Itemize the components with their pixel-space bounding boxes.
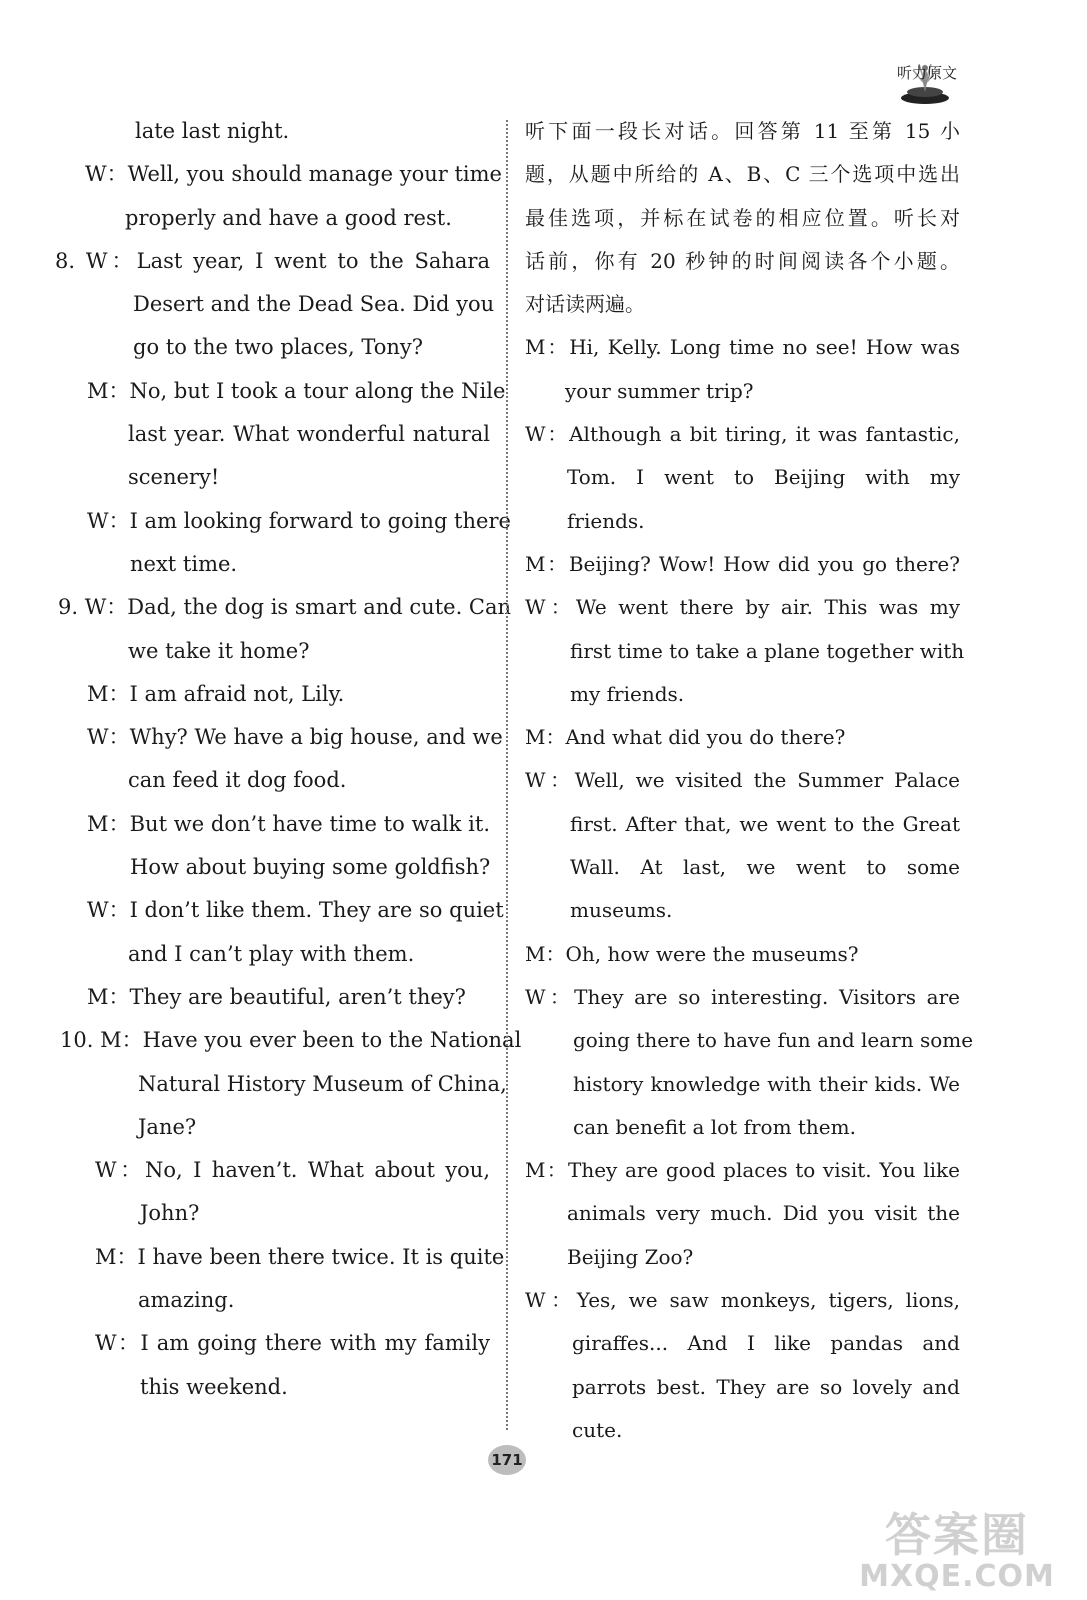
text-line: we take it home? [128,638,310,663]
text-line: my friends. [570,681,685,706]
text-line: Wall. At last, we went to some [570,855,960,880]
text-line: this weekend. [140,1374,288,1399]
text-line: friends. [567,508,645,533]
text-line: M：Beijing? Wow! How did you go there? [525,551,960,576]
text-line: Desert and the Dead Sea. Did you [133,292,495,317]
text-line: W：Well, you should manage your time [85,162,502,187]
text-line: M：I am afraid not, Lily. [87,681,345,706]
text-line: M：Hi, Kelly. Long time no see! How was [525,335,960,360]
watermark-logo [852,1499,1062,1594]
text-line: Beijing Zoo? [567,1244,694,1269]
text-line: M：I have been there twice. It is quite [95,1244,505,1269]
text-line: and I can’t play with them. [128,941,415,966]
right-column [525,110,974,1452]
text-line: John? [140,1201,200,1226]
text-line: next time. [130,551,238,576]
text-line: Jane? [138,1114,197,1139]
text-line: 听下面一段长对话。回答第 11 至第 15 小 [525,119,960,143]
text-line: W：I don’t like them. They are so quiet [87,898,504,923]
text-line: W：Although a bit tiring, it was fantastic, [525,422,960,447]
text-line: 题，从题中所给的 A、B、C 三个选项中选出 [525,162,960,187]
text-line: W：Why? We have a big house, and we [87,725,503,750]
text-line: M：They are beautiful, aren’t they? [87,984,466,1009]
text-line: first. After that, we went to the Great [570,811,960,836]
text-line: W：No, I haven’t. What about you, [95,1158,490,1183]
text-line: M：But we don’t have time to walk it. [87,811,490,836]
page-number: 171 [488,1445,526,1475]
text-line: W：I am looking forward to going there [87,508,511,533]
text-line: parrots best. They are so lovely and [572,1374,960,1399]
text-line: Tom. I went to Beijing with my [567,465,960,490]
header-title: 听力原文 [896,64,957,82]
text-line: go to the two places, Tony? [133,335,423,360]
text-line: M：No, but I took a tour along the Nile [87,378,506,403]
text-line: W：They are so interesting. Visitors are [525,984,960,1009]
text-line: scenery! [128,465,220,490]
text-line: How about buying some goldfish? [130,855,491,880]
text-line: late last night. [135,119,290,143]
text-line: W：We went there by air. This was my [525,595,960,620]
text-line: W：I am going there with my family [95,1331,490,1356]
watermark-url: MXQE.COM [859,1559,1055,1594]
column-divider [506,120,508,1430]
watermark-text: 答案圈 [885,1508,1029,1562]
text-line: first time to take a plane together with [570,638,965,663]
text-line: can feed it dog food. [128,768,347,793]
text-line: 9. W：Dad, the dog is smart and cute. Can [58,595,512,620]
text-line: 对话读两遍。 [525,292,645,317]
text-line: 最佳选项，并标在试卷的相应位置。听长对 [525,205,960,230]
text-line: can benefit a lot from them. [573,1114,856,1139]
text-line: your summer trip? [565,378,754,403]
text-line: giraffes... And I like pandas and [572,1331,960,1356]
text-line: 10. M：Have you ever been to the National [60,1028,522,1053]
text-line: history knowledge with their kids. We [573,1071,960,1096]
text-line: M：They are good places to visit. You like [525,1158,960,1183]
text-line: last year. What wonderful natural [128,422,490,447]
text-line: going there to have fun and learn some [573,1028,974,1053]
text-line: W：Well, we visited the Summer Palace [525,768,960,793]
text-line: 8. W：Last year, I went to the Sahara [55,248,490,273]
text-line: Natural History Museum of China, [138,1071,507,1096]
text-line: amazing. [138,1288,235,1313]
text-line: 话前，你有 20 秒钟的时间阅读各个小题。 [525,248,960,273]
text-line: M：And what did you do there? [525,725,846,750]
left-column [50,110,522,1409]
text-line: animals very much. Did you visit the [567,1201,960,1226]
text-line: M：Oh, how were the museums? [525,941,859,966]
text-line: museums. [570,898,673,923]
text-line: W：Yes, we saw monkeys, tigers, lions, [525,1288,960,1313]
text-line: properly and have a good rest. [125,205,452,230]
text-line: cute. [572,1417,623,1442]
